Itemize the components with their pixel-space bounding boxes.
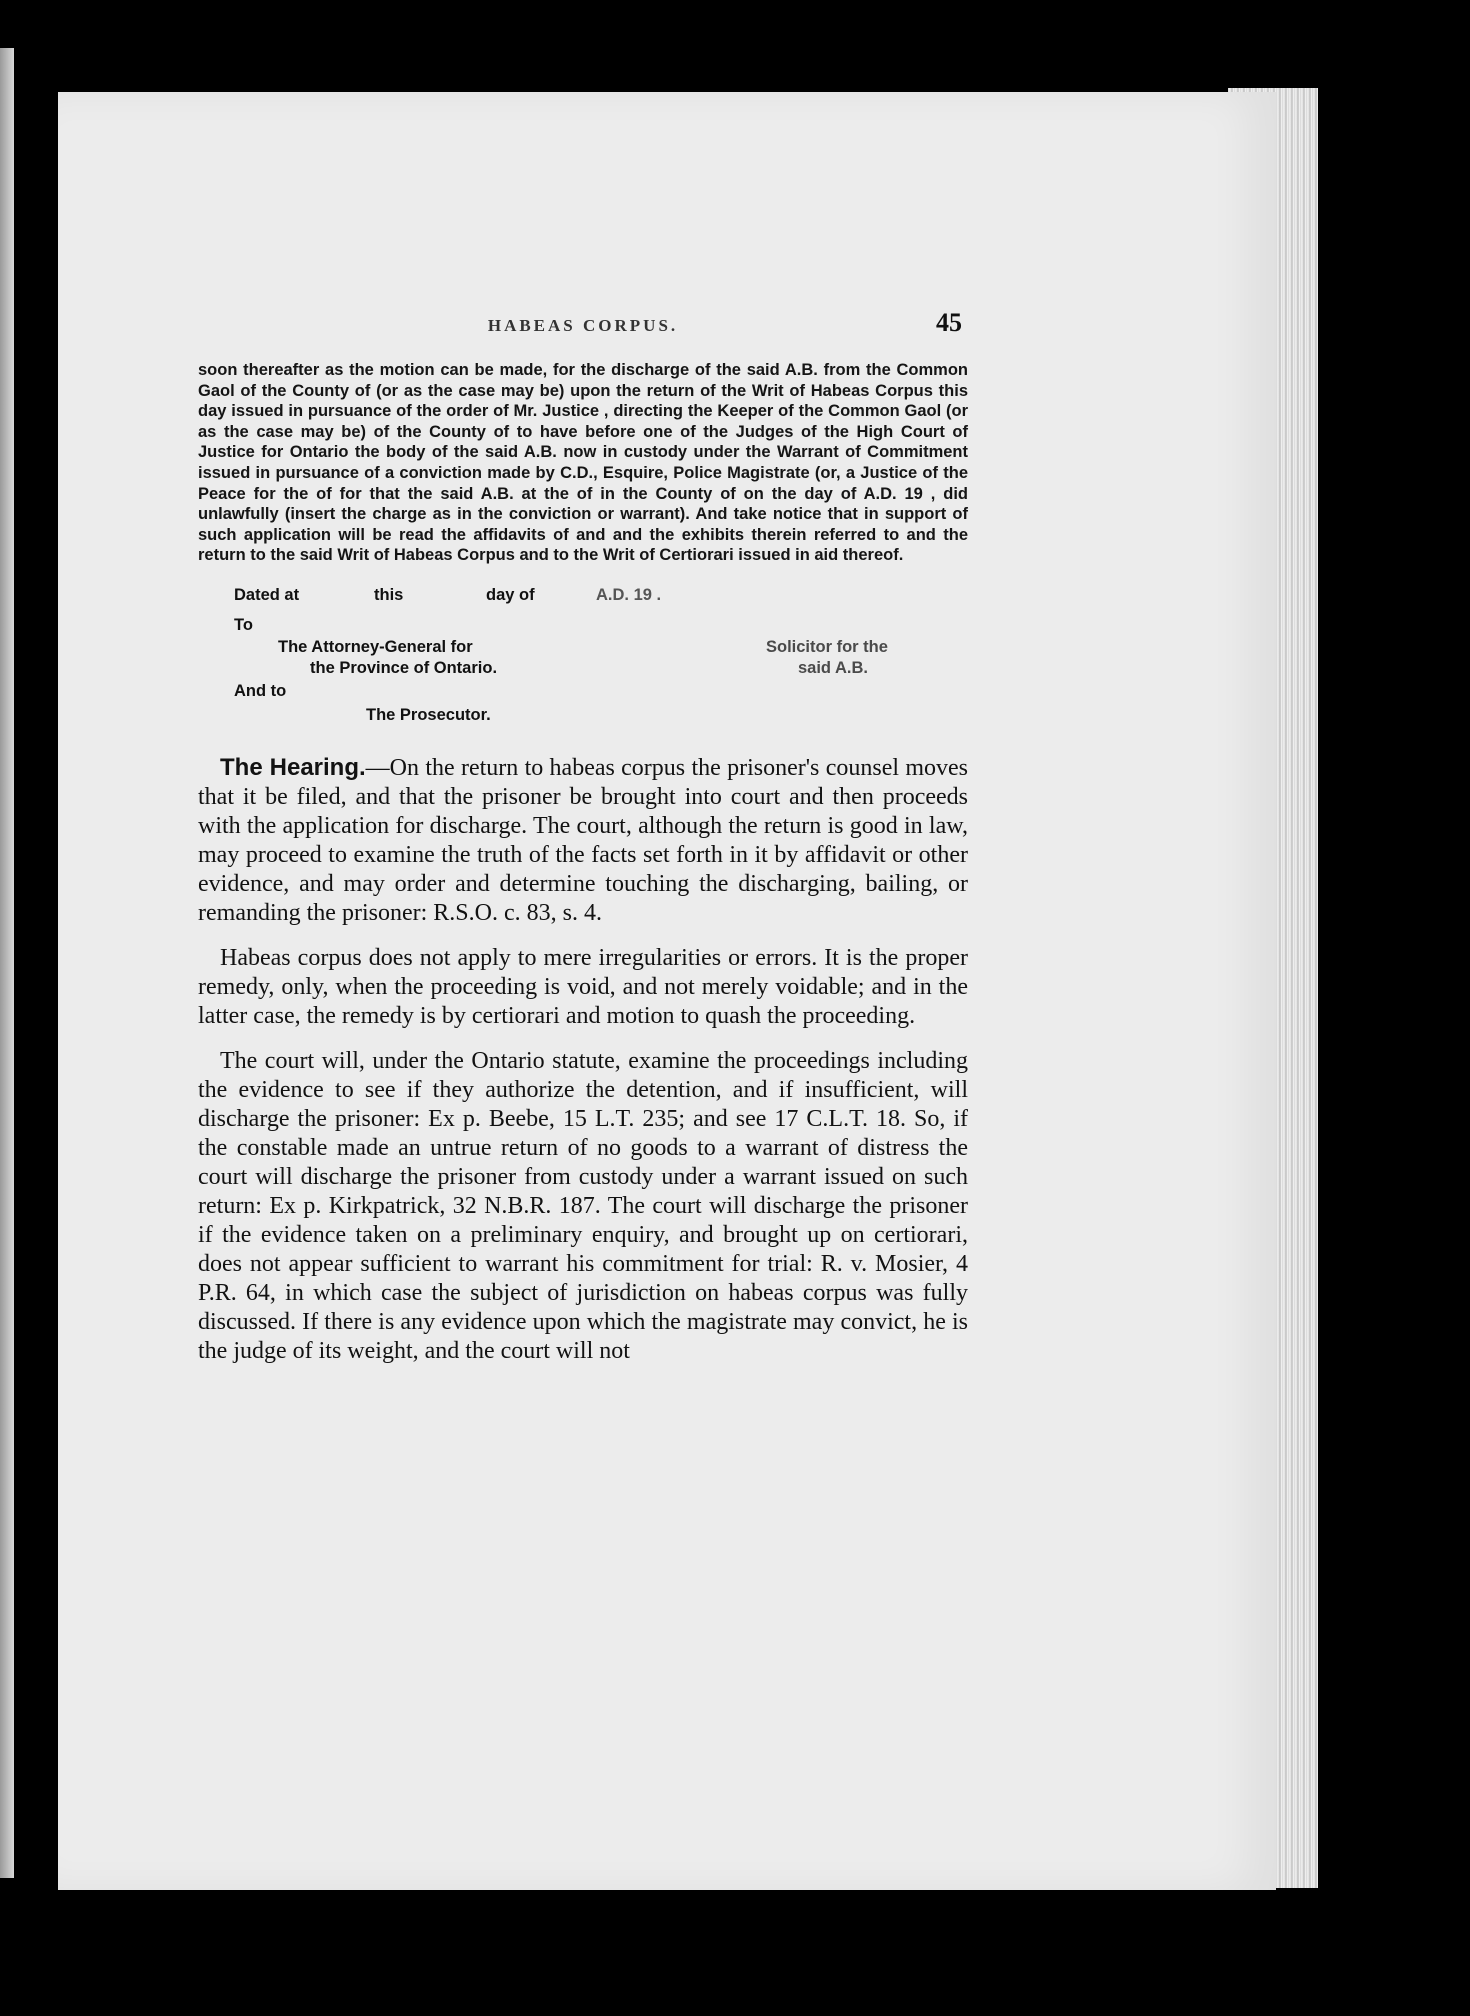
hearing-text: —On the return to habeas corpus the prisoner's counsel moves that it be filed, and that the prisoner be brought into court and then proceeds with the application for discharge. The court, although the return is good in law, may proceed to examine the truth of the facts set forth in it by affidavit or other evidence, and may order and determine touching the discharging, bailing, or remanding the prisoner: R.S.O. c. 83, s. 4. xyxy=(198,754,968,926)
addressee-block xyxy=(198,615,968,727)
solicitor-line-1: Solicitor for the xyxy=(766,637,888,656)
running-title: HABEAS CORPUS. xyxy=(487,316,679,335)
notice-form-paragraph: soon thereafter as the motion can be made, for the discharge of the said A.B. from the Common Gaol of the County of (or as the case may be) upon the return of the Writ of Habeas Corpus this day issued in pursuance of the order of Mr. Justice , directing the Keeper of the Common Gaol (or as the case may be) of the County of to have before one of the Judges of the High Court of Justice for Ontario the body of the said A.B. now in custody under the Warrant of Commitment issued in pursuance of a conviction made by C.D., Esquire, Police Magistrate (or, a Justice of the Peace for the of for that the said A.B. at the of in the County of on the day of A.D. 19 , did unlawfully (insert the charge as in the conviction or warrant). And take notice that in support of such application will be read the affidavits of and and the exhibits therein referred to and the return to the said Writ of Habeas Corpus and to the Writ of Certiorari issued in aid thereof. xyxy=(198,361,968,565)
dated-this-label: this xyxy=(374,585,404,604)
attorney-general-line-2: the Province of Ontario. xyxy=(310,658,498,677)
body-text xyxy=(198,753,968,1366)
attorney-general-line-1: The Attorney-General for xyxy=(278,637,473,656)
solicitor-line-2: said A.B. xyxy=(798,658,868,677)
habeas-irregularities-paragraph: Habeas corpus does not apply to mere irregularities or errors. It is the proper remedy, only, when the proceeding is void, and not merely voidable; and in the latter case, the remedy is by certiorari and motion to quash the proceeding. xyxy=(198,944,968,1029)
dated-year-label: A.D. 19 . xyxy=(596,585,662,604)
hearing-paragraph xyxy=(198,753,968,928)
and-to-label: And to xyxy=(234,681,287,700)
dated-at-label: Dated at xyxy=(234,585,300,604)
page-number: 45 xyxy=(936,308,962,337)
ontario-statute-paragraph: The court will, under the Ontario statute, examine the proceedings including the evidence to see if they authorize the detention, and if insufficient, will discharge the prisoner: Ex p. Beebe, 15 L.T. 235; and see 17 C.L.T. 18. So, if the constable made an untrue return of no goods to a warrant of distress the court will discharge the prisoner from custody under a warrant issued on such return: Ex p. Kirkpatrick, 32 N.B.R. 187. The court will discharge the prisoner if the evidence taken on a preliminary enquiry, and brought up on certiorari, does not appear sufficient to warrant his commitment for trial: R. v. Mosier, 4 P.R. 64, in which case the subject of jurisdiction on habeas corpus was fully discussed. If there is any evidence upon which the magistrate may convict, he is the judge of its weight, and the court will not xyxy=(198,1047,968,1364)
dated-day-of-label: day of xyxy=(486,585,535,604)
notice-form xyxy=(198,360,968,566)
prosecutor-label: The Prosecutor. xyxy=(366,705,491,724)
to-label: To xyxy=(234,615,253,634)
dated-line xyxy=(234,586,968,605)
hearing-heading: The Hearing. xyxy=(220,753,366,781)
adjacent-page-edge xyxy=(0,48,14,1878)
running-head xyxy=(198,300,968,340)
page-text-block xyxy=(198,300,968,1366)
